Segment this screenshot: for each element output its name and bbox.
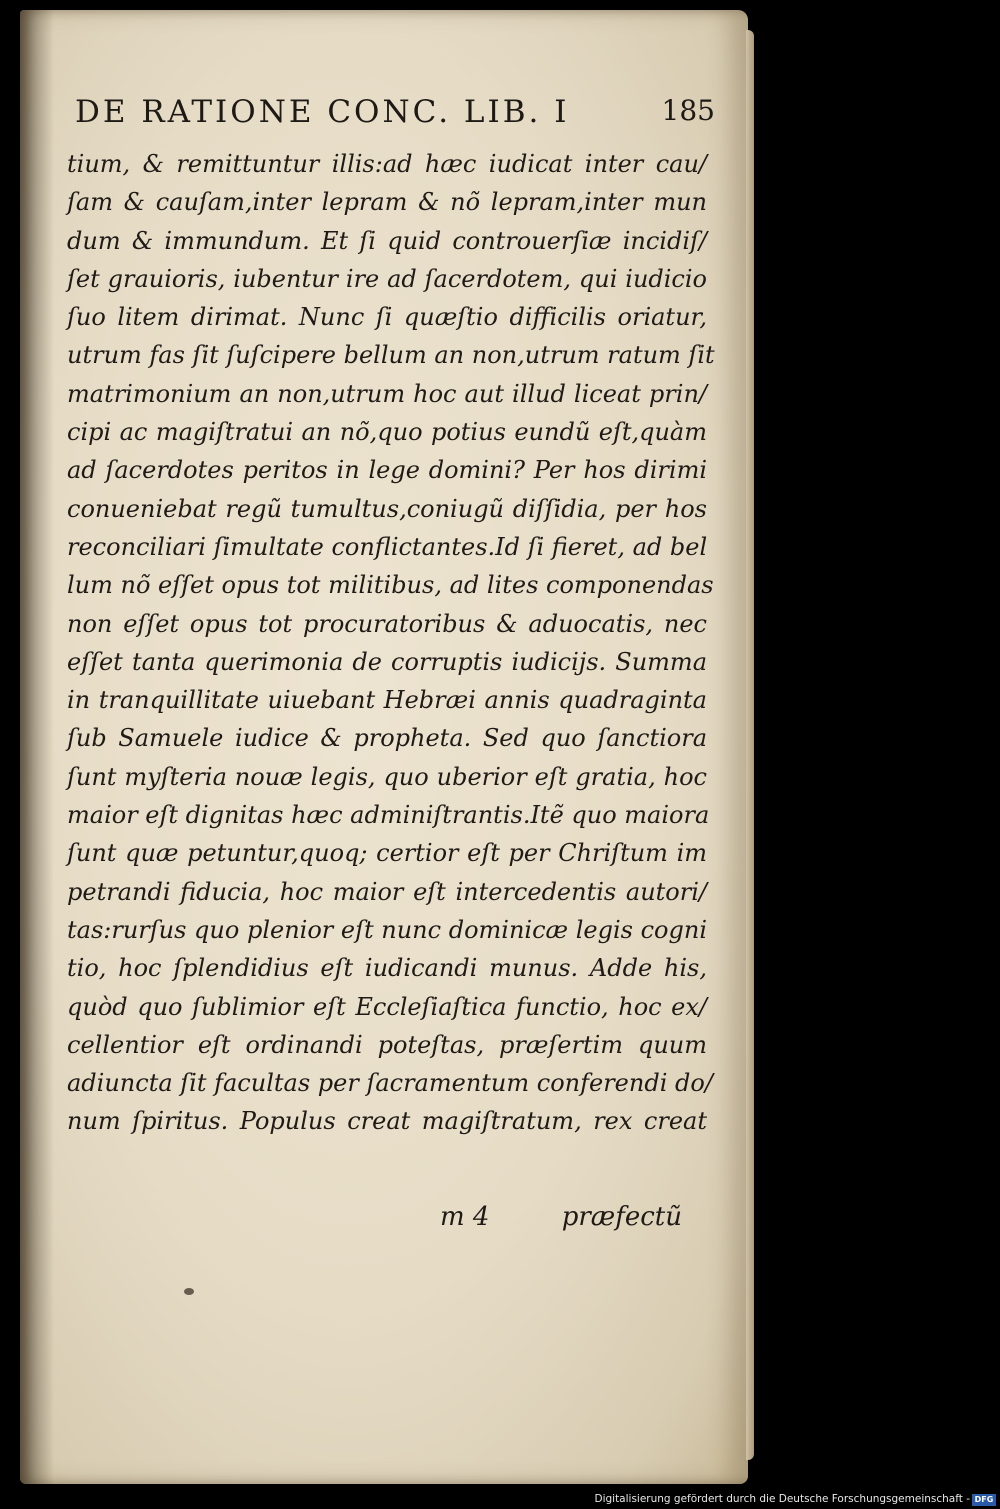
ink-speck [184,1288,194,1295]
text-line: ſunt myſteria nouæ legis, quo uberior eſt gratia, hoc [67,762,707,791]
text-line: matrimonium an non,utrum hoc aut illud liceat prin/ [67,379,707,408]
funding-credit: Digitalisierung gefördert durch die Deutsche Forschungsgemeinschaft - [594,1493,970,1505]
text-line: ſunt quæ petuntur,quoq; certior eſt per Chriſtum im [67,839,707,868]
text-line: ad ſacerdotes peritos in lege domini? Per hos dirimi [67,456,707,485]
text-line: non eſſet opus tot procuratoribus & aduocatis, nec [67,609,707,638]
text-line: ſuo litem dirimat. Nunc ſi quæſtio difficilis oriatur, [67,303,707,332]
text-line: utrum fas ſit ſuſcipere bellum an non,utrum ratum ſit [67,341,715,370]
text-line: petrandi fiducia, hoc maior eſt intercedentis autori/ [67,877,707,906]
text-line: ſub Samuele iudice & propheta. Sed quo ſanctiora [67,724,707,753]
page-gutter-shadow [20,10,54,1484]
text-line: num ſpiritus. Populus creat magiſtratum, rex creat [67,1107,707,1136]
signature-mark: m 4 [440,1202,490,1232]
text-line: tium, & remittuntur illis:ad hæc iudicat inter cau/ [67,150,707,178]
text-line: quòd quo ſublimior eſt Eccleſiaſtica functio, hoc ex/ [67,992,707,1021]
text-line: lum nõ eſſet opus tot militibus, ad lites componendas [67,571,714,600]
text-line: ſam & cauſam,inter lepram & nõ lepram,inter mun [67,188,707,217]
text-line: ſet grauioris, iubentur ire ad ſacerdotem, qui iudicio [67,264,707,293]
page-footer [440,1202,682,1242]
text-line: conueniebat regũ tumultus,coniugũ diſſidia, per hos [67,494,707,523]
text-line: reconciliari ſimultate conflictantes.Id ſi fieret, ad bel [67,532,708,561]
text-line: tas:rurſus quo plenior eſt nunc dominicæ legis cogni [67,915,707,944]
text-line: cellentior eſt ordinandi poteſtas, præſertim quum [67,1030,707,1059]
text-line: cipi ac magiſtratui an nõ,quo potius eundũ eſt,quàm [67,418,707,447]
page-edge [746,30,754,1460]
page-header [75,88,715,138]
text-line: tio, hoc ſplendidius eſt iudicandi munus. Adde his, [67,954,707,983]
catchword: præfectũ [561,1202,682,1232]
page-number: 185 [661,94,715,127]
text-line: dum & immundum. Et ſi quid controuerſiæ incidiſ/ [67,226,707,255]
dfg-logo: DFG [972,1494,996,1506]
running-title: DE RATIONE CONC. LIB. I [75,94,570,130]
text-line: in tranquillitate uiuebant Hebræi annis quadraginta [67,686,707,715]
text-line: maior eſt dignitas hæc adminiſtrantis.Itẽ quo maiora [67,801,710,830]
text-line: adiuncta ſit facultas per ſacramentum conferendi do/ [67,1069,713,1098]
body-text [67,145,715,1141]
text-line: eſſet tanta querimonia de corruptis iudicijs. Summa [67,647,707,676]
